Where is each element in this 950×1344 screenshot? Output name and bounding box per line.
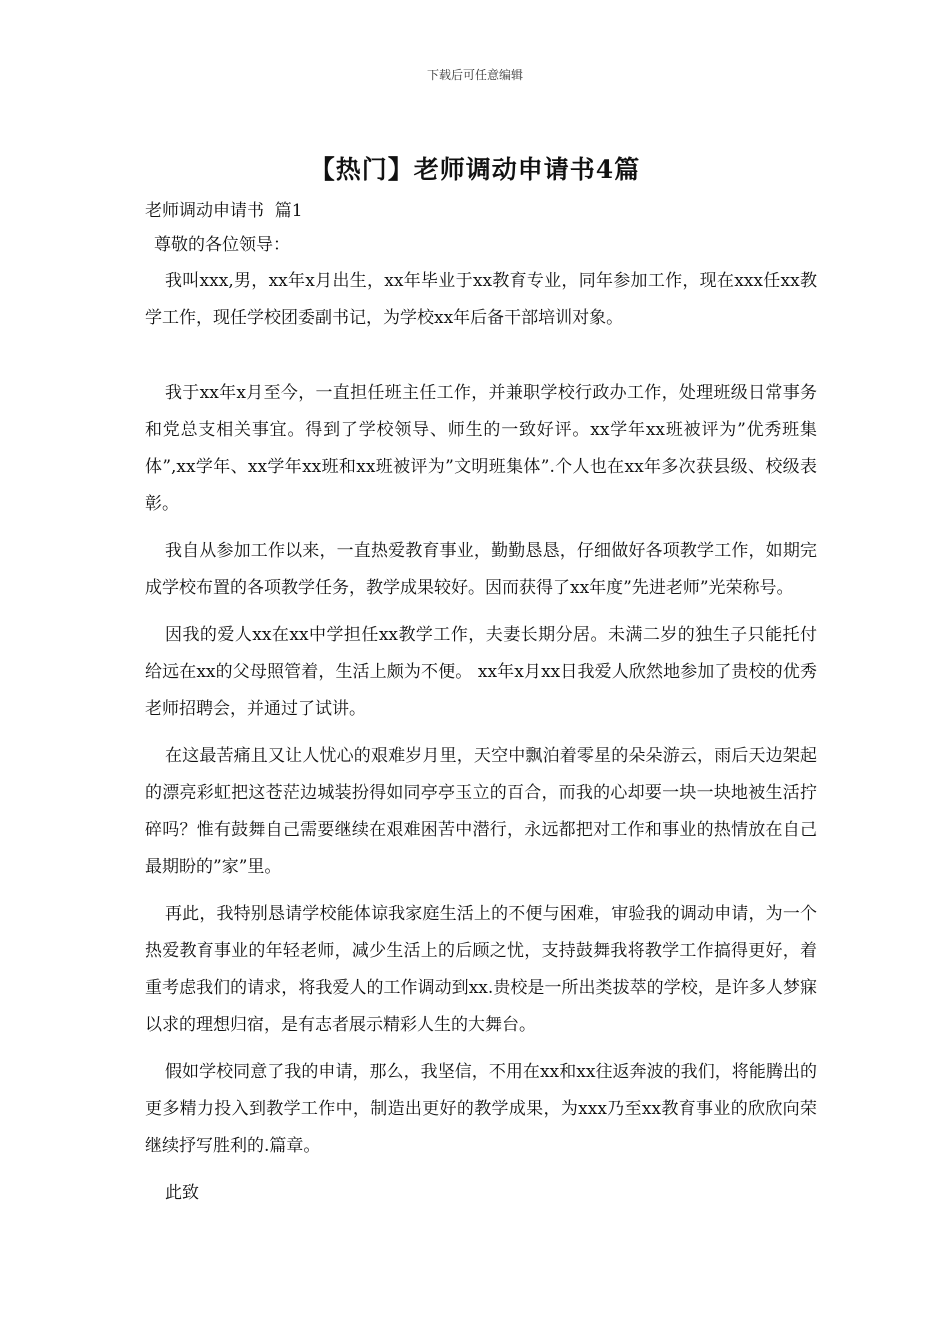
header-note: 下载后可任意编辑 xyxy=(426,68,523,82)
paragraph-7: 假如学校同意了我的申请，那么，我坚信，不用在xx和xx往返奔波的我们，将能腾出的更多精力投入到教学工作中，制造出更好的教学成果，为xxx乃至xx教育事业的欣欣向荣继续抒写胜利的.篇章。 xyxy=(145,1062,817,1156)
paragraph-gap xyxy=(145,347,817,375)
closing: 此致 xyxy=(165,1183,199,1203)
section-subtitle: 老师调动申请书 篇1 xyxy=(145,201,303,221)
salutation: 尊敬的各位领导： xyxy=(154,235,290,255)
paragraph-6: 再此，我特别恳请学校能体谅我家庭生活上的不便与困难，审验我的调动申请，为一个热爱教育事业的年轻老师，减少生活上的后顾之忧，支持鼓舞我将教学工作搞得更好，着重考虑我们的请求，将我爱人的工作调动到xx.贵校是一所出类拔萃的学校，是许多人梦寐以求的理想归宿，是有志者展示精彩人生的大舞台。 xyxy=(145,904,817,1035)
paragraph-4: 因我的爱人xx在xx中学担任xx教学工作，夫妻长期分居。未满二岁的独生子只能托付给远在xx的父母照管着，生活上颇为不便。 xx年x月xx日我爱人欣然地参加了贵校的优秀老师招聘会，并通过了试讲。 xyxy=(145,625,817,719)
paragraph-5: 在这最苦痛且又让人忧心的艰难岁月里，天空中飘泊着零星的朵朵游云，雨后天边架起的漂亮彩虹把这苍茫边城装扮得如同亭亭玉立的百合，而我的心却要一块一块地被生活拧碎吗？惟有鼓舞自己需要继续在艰难困苦中潜行，永远都把对工作和事业的热情放在自己最期盼的”家”里。 xyxy=(145,746,817,877)
paragraph-1: 我叫xxx,男，xx年x月出生，xx年毕业于xx教育专业，同年参加工作，现在xxx任xx教学工作，现任学校团委副书记，为学校xx年后备干部培训对象。 xyxy=(145,271,817,328)
document-title: 【热门】老师调动申请书4篇 xyxy=(309,155,641,184)
document-body xyxy=(145,198,817,1212)
paragraph-3: 我自从参加工作以来，一直热爱教育事业，勤勤恳恳，仔细做好各项教学工作，如期完成学校布置的各项教学任务，教学成果较好。因而获得了xx年度”先进老师”光荣称号。 xyxy=(145,541,817,598)
paragraph-2: 我于xx年x月至今，一直担任班主任工作，并兼职学校行政办工作，处理班级日常事务和党总支相关事宜。得到了学校领导、师生的一致好评。xx学年xx班被评为”优秀班集体”,xx学年、xx学年xx班和xx班被评为”文明班集体”.个人也在xx年多次获县级、校级表彰。 xyxy=(145,383,817,514)
